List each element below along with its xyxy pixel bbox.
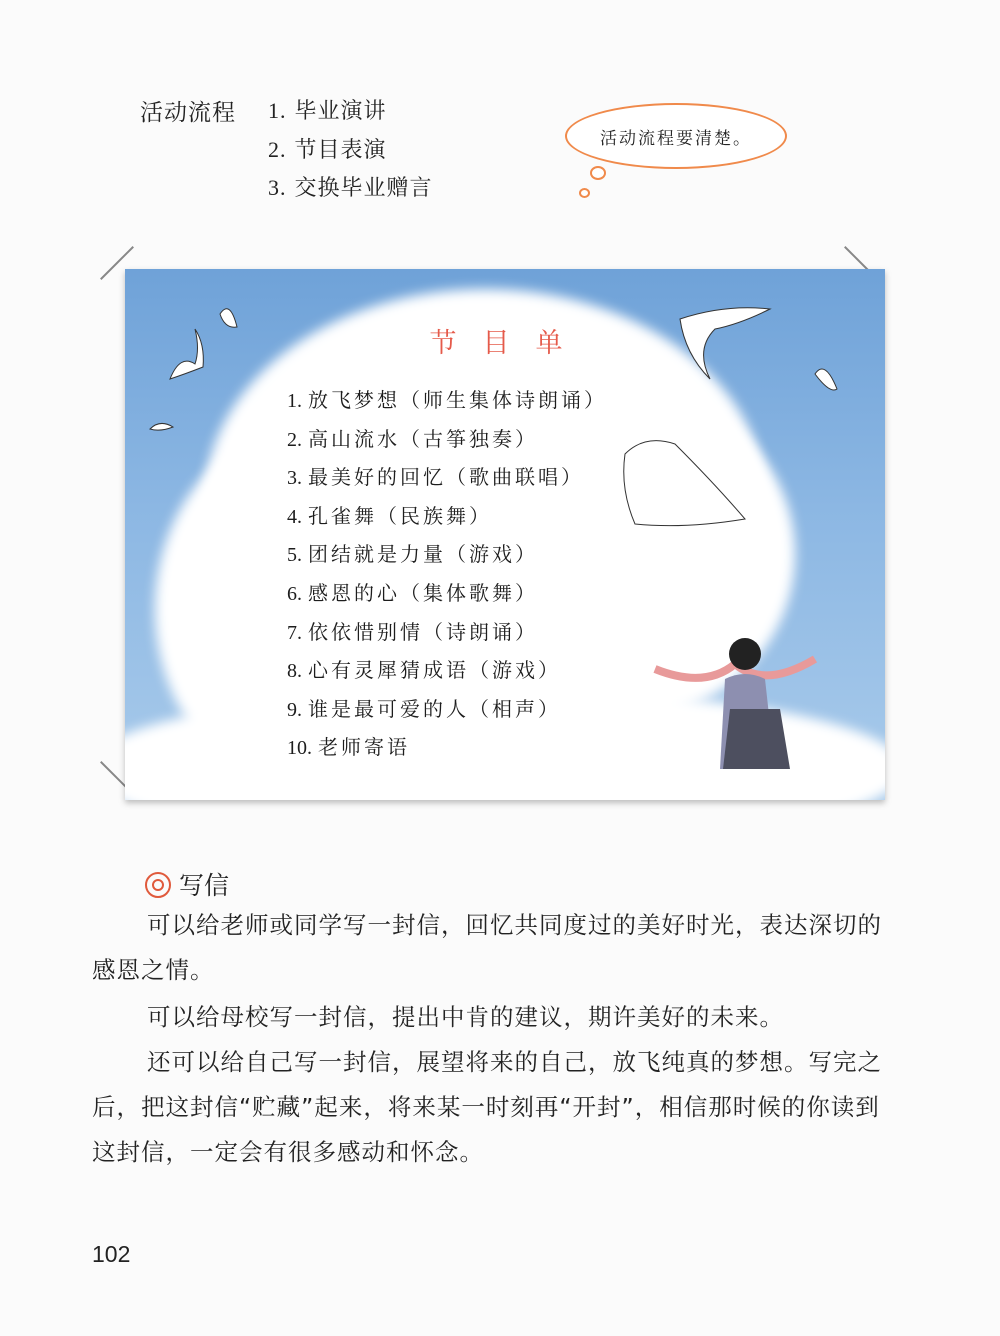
program-card	[125, 269, 885, 800]
flow-item: 1. 毕业演讲	[268, 98, 387, 124]
bubble-text: 活动流程要清楚。	[600, 129, 752, 149]
paragraph: 可以给母校写一封信，提出中肯的建议，期许美好的未来。	[147, 1003, 784, 1031]
activity-flow-label: 活动流程	[140, 100, 236, 126]
activity-flow-list	[268, 94, 433, 210]
bubble-tail-small	[579, 188, 590, 198]
section-heading: 写信	[145, 866, 229, 902]
program-item: 8. 心有灵犀猜成语（游戏）	[287, 658, 561, 683]
paragraph: 可以给老师或同学写一封信，回忆共同度过的美好时光，表达深切的感恩之情。	[92, 911, 882, 984]
program-item: 7. 依依惜别情（诗朗诵）	[287, 619, 538, 644]
flow-item: 3. 交换毕业赠言	[268, 175, 433, 201]
program-list	[287, 384, 607, 770]
program-item: 10. 老师寄语	[287, 735, 410, 760]
program-title: 节目单	[429, 328, 589, 359]
thought-bubble	[565, 103, 787, 169]
swirl-icon	[145, 872, 171, 898]
page-number: 102	[92, 1241, 131, 1267]
paragraph: 还可以给自己写一封信，展望将来的自己，放飞纯真的梦想。写完之后，把这封信“贮藏”起来，将来某一时刻再“开封”，相信那时候的你读到这封信，一定会有很多感动和怀念。	[92, 1048, 882, 1166]
bubble-tail-large	[590, 166, 606, 180]
program-item: 4. 孔雀舞（民族舞）	[287, 503, 492, 528]
program-item: 2. 高山流水（古筝独奏）	[287, 426, 538, 451]
program-item: 5. 团结就是力量（游戏）	[287, 542, 538, 567]
flow-item: 2. 节目表演	[268, 136, 387, 163]
program-item: 3. 最美好的回忆（歌曲联唱）	[287, 465, 584, 490]
program-item: 1. 放飞梦想（师生集体诗朗诵）	[287, 388, 607, 412]
program-item: 9. 谁是最可爱的人（相声）	[287, 696, 561, 721]
program-item: 6. 感恩的心（集体歌舞）	[287, 580, 538, 605]
girl-illustration	[655, 638, 815, 769]
